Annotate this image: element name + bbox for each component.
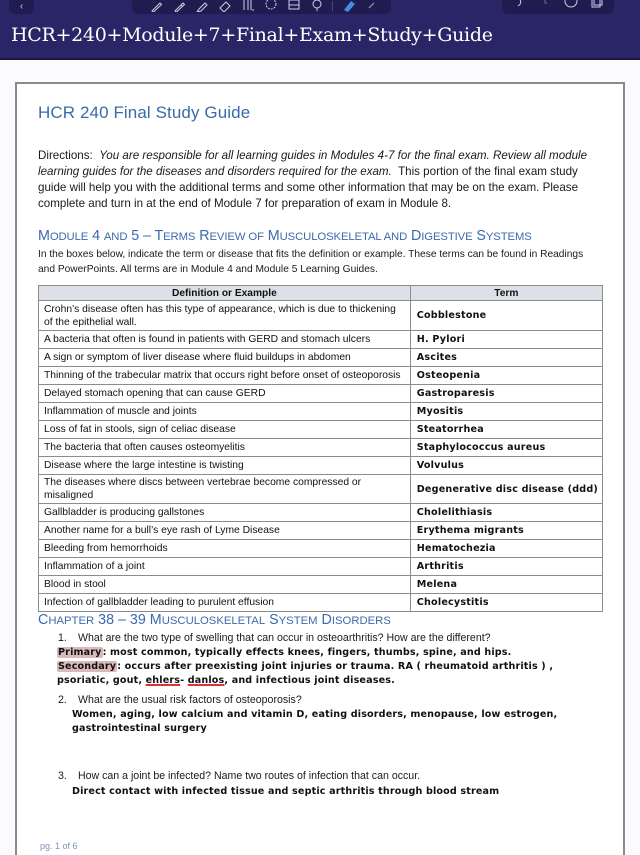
- table-row: [39, 331, 603, 349]
- term-cell[interactable]: Osteopenia: [410, 367, 602, 385]
- answer-text: , and infectious joint diseases.: [224, 675, 395, 686]
- definition-cell: Thinning of the trabecular matrix that occurs right before onset of osteoporosis: [39, 367, 411, 385]
- highlighted-term-secondary: Secondary: [58, 661, 117, 672]
- term-cell[interactable]: Cholecystitis: [410, 594, 602, 612]
- term-cell[interactable]: Staphylococcus aureus: [410, 439, 602, 457]
- undo-icon[interactable]: [514, 0, 528, 15]
- term-cell[interactable]: Steatorrhea: [410, 421, 602, 439]
- definition-cell: Inflammation of muscle and joints: [39, 403, 411, 421]
- table-row: [39, 403, 603, 421]
- answer-3-line-1[interactable]: Direct contact with infected tissue and septic arthritis through blood stream: [72, 786, 500, 797]
- answer-text: psoriatic, gout,: [57, 675, 146, 686]
- document-title: HCR+240+Module+7+Final+Exam+Study+Guide: [11, 24, 493, 46]
- highlighted-term-primary: Primary: [58, 647, 102, 658]
- column-header-term: Term: [410, 286, 602, 301]
- section-intro: In the boxes below, indicate the term or disease that fits the definition or example. These terms can be found in Readings and PowerPoints. All terms are in Module 4 and Module 5 Learning Guides.: [38, 249, 584, 275]
- eraser-icon[interactable]: [213, 0, 236, 12]
- definition-cell: Inflammation of a joint: [39, 558, 411, 576]
- app-header: [0, 0, 640, 60]
- ruler-icon[interactable]: [236, 0, 259, 12]
- terms-table: [38, 285, 603, 612]
- question-number: 3.: [58, 770, 67, 782]
- question-text: What are the usual risk factors of osteoporosis?: [77, 694, 302, 706]
- definition-cell: The bacteria that often causes osteomyelitis: [39, 439, 411, 457]
- definition-cell: Blood in stool: [39, 576, 411, 594]
- definition-cell: Crohn’s disease often has this type of appearance, which is due to thickening of the epithelial wall.: [39, 301, 411, 331]
- color-picker-icon[interactable]: [337, 0, 360, 12]
- definition-cell: A sign or symptom of liver disease where fluid buildups in abdomen: [39, 349, 411, 367]
- answer-2-line-1[interactable]: Women, aging, low calcium and vitamin D, eating disorders, menopause, low estrogen,: [72, 709, 558, 720]
- question-2: [58, 694, 302, 706]
- question-number: 1.: [58, 632, 67, 644]
- lasso-icon[interactable]: [259, 0, 282, 12]
- table-row: [39, 301, 603, 331]
- pen-icon[interactable]: [144, 0, 167, 12]
- definition-cell: Infection of gallbladder leading to purulent effusion: [39, 594, 411, 612]
- term-cell[interactable]: Volvulus: [410, 457, 602, 475]
- directions-rest: This portion of the final exam study guide will help you with the additional terms and some other information that may be on the exam. Please complete and turn in at the end of Module 7 for preparation of exam in Module 8.: [38, 165, 579, 210]
- table-row: [39, 367, 603, 385]
- answer-2-line-2[interactable]: gastrointestinal surgery: [72, 723, 207, 734]
- term-cell[interactable]: Myositis: [410, 403, 602, 421]
- page-number-footer: pg. 1 of 6: [40, 841, 78, 851]
- table-row: [39, 475, 603, 504]
- definition-cell: Bleeding from hemorrhoids: [39, 540, 411, 558]
- highlighter-icon[interactable]: [190, 0, 213, 12]
- directions-italic: You are responsible for all learning guides in Modules 4-7 for the final exam. Review all module learning guides for the diseases and disorders required for the exam.: [38, 149, 588, 178]
- microphone-icon[interactable]: [305, 0, 328, 12]
- term-cell[interactable]: Gastroparesis: [410, 385, 602, 403]
- term-cell[interactable]: Ascites: [410, 349, 602, 367]
- page-title: HCR 240 Final Study Guide: [38, 103, 251, 122]
- question-text: How can a joint be infected? Name two routes of infection that can occur.: [77, 770, 421, 782]
- question-3: [58, 770, 420, 782]
- table-row: [39, 439, 603, 457]
- table-row: [39, 558, 603, 576]
- definition-cell: The diseases where discs between vertebrae become compressed or misaligned: [39, 475, 411, 504]
- directions-paragraph: [38, 148, 598, 212]
- back-button[interactable]: [9, 0, 34, 14]
- document-actions-toolbar: [502, 0, 614, 14]
- table-row: [39, 504, 603, 522]
- term-cell[interactable]: Cobblestone: [410, 301, 602, 331]
- table-row: [39, 522, 603, 540]
- table-row: [39, 540, 603, 558]
- table-row: [39, 457, 603, 475]
- answer-1-line-1[interactable]: [57, 647, 511, 658]
- definition-cell: Loss of fat in stools, sign of celiac disease: [39, 421, 411, 439]
- term-cell[interactable]: Erythema migrants: [410, 522, 602, 540]
- redo-icon[interactable]: [539, 0, 553, 15]
- definition-cell: Disease where the large intestine is twisting: [39, 457, 411, 475]
- answer-1-line-2[interactable]: [57, 661, 553, 672]
- term-cell[interactable]: Degenerative disc disease (ddd): [410, 475, 602, 504]
- term-cell[interactable]: Melena: [410, 576, 602, 594]
- document-page: [15, 82, 625, 855]
- chevron-right-icon[interactable]: [360, 0, 383, 12]
- term-cell[interactable]: Arthritis: [410, 558, 602, 576]
- table-row: [39, 385, 603, 403]
- answer-text: : occurs after preexisting joint injuries or trauma. RA ( rheumatoid arthritis ) ,: [117, 661, 554, 672]
- toolbar-divider: [332, 1, 333, 11]
- answer-text: -: [180, 675, 188, 686]
- question-1: [58, 632, 491, 644]
- spellcheck-underlined-word: danlos: [187, 675, 225, 686]
- section-heading-terms-review: MODULE 4 AND 5 – TERMS REVIEW OF MUSCULOSKELETAL AND DIGESTIVE SYSTEMS: [38, 228, 532, 244]
- definition-cell: Delayed stomach opening that can cause GERD: [39, 385, 411, 403]
- answer-1-line-3[interactable]: [57, 675, 395, 686]
- annotation-toolbar: [132, 0, 391, 14]
- definition-cell: Gallbladder is producing gallstones: [39, 504, 411, 522]
- term-cell[interactable]: Hematochezia: [410, 540, 602, 558]
- question-text: What are the two type of swelling that can occur in osteoarthritis? How are the different?: [77, 632, 491, 644]
- circle-icon[interactable]: [564, 0, 578, 15]
- pencil-icon[interactable]: [167, 0, 190, 12]
- definition-cell: Another name for a bull’s eye rash of Lyme Disease: [39, 522, 411, 540]
- table-row: [39, 421, 603, 439]
- sticky-note-icon[interactable]: [282, 0, 305, 12]
- term-cell[interactable]: H. Pylori: [410, 331, 602, 349]
- table-header-row: [39, 286, 603, 301]
- chevron-left-icon: ‹: [19, 1, 24, 12]
- directions-label: Directions:: [38, 149, 93, 162]
- copy-icon[interactable]: [589, 0, 603, 15]
- answer-text: : most common, typically effects knees, fingers, thumbs, spine, and hips.: [102, 647, 512, 658]
- section-heading-musculoskeletal-disorders: CHAPTER 38 – 39 MUSCULOSKELETAL SYSTEM DISORDERS: [38, 612, 391, 628]
- question-number: 2.: [58, 694, 67, 706]
- column-header-definition: Definition or Example: [39, 286, 411, 301]
- table-row: [39, 594, 603, 612]
- definition-cell: A bacteria that often is found in patients with GERD and stomach ulcers: [39, 331, 411, 349]
- term-cell[interactable]: Cholelithiasis: [410, 504, 602, 522]
- table-row: [39, 349, 603, 367]
- table-row: [39, 576, 603, 594]
- spellcheck-underlined-word: ehlers: [145, 675, 181, 686]
